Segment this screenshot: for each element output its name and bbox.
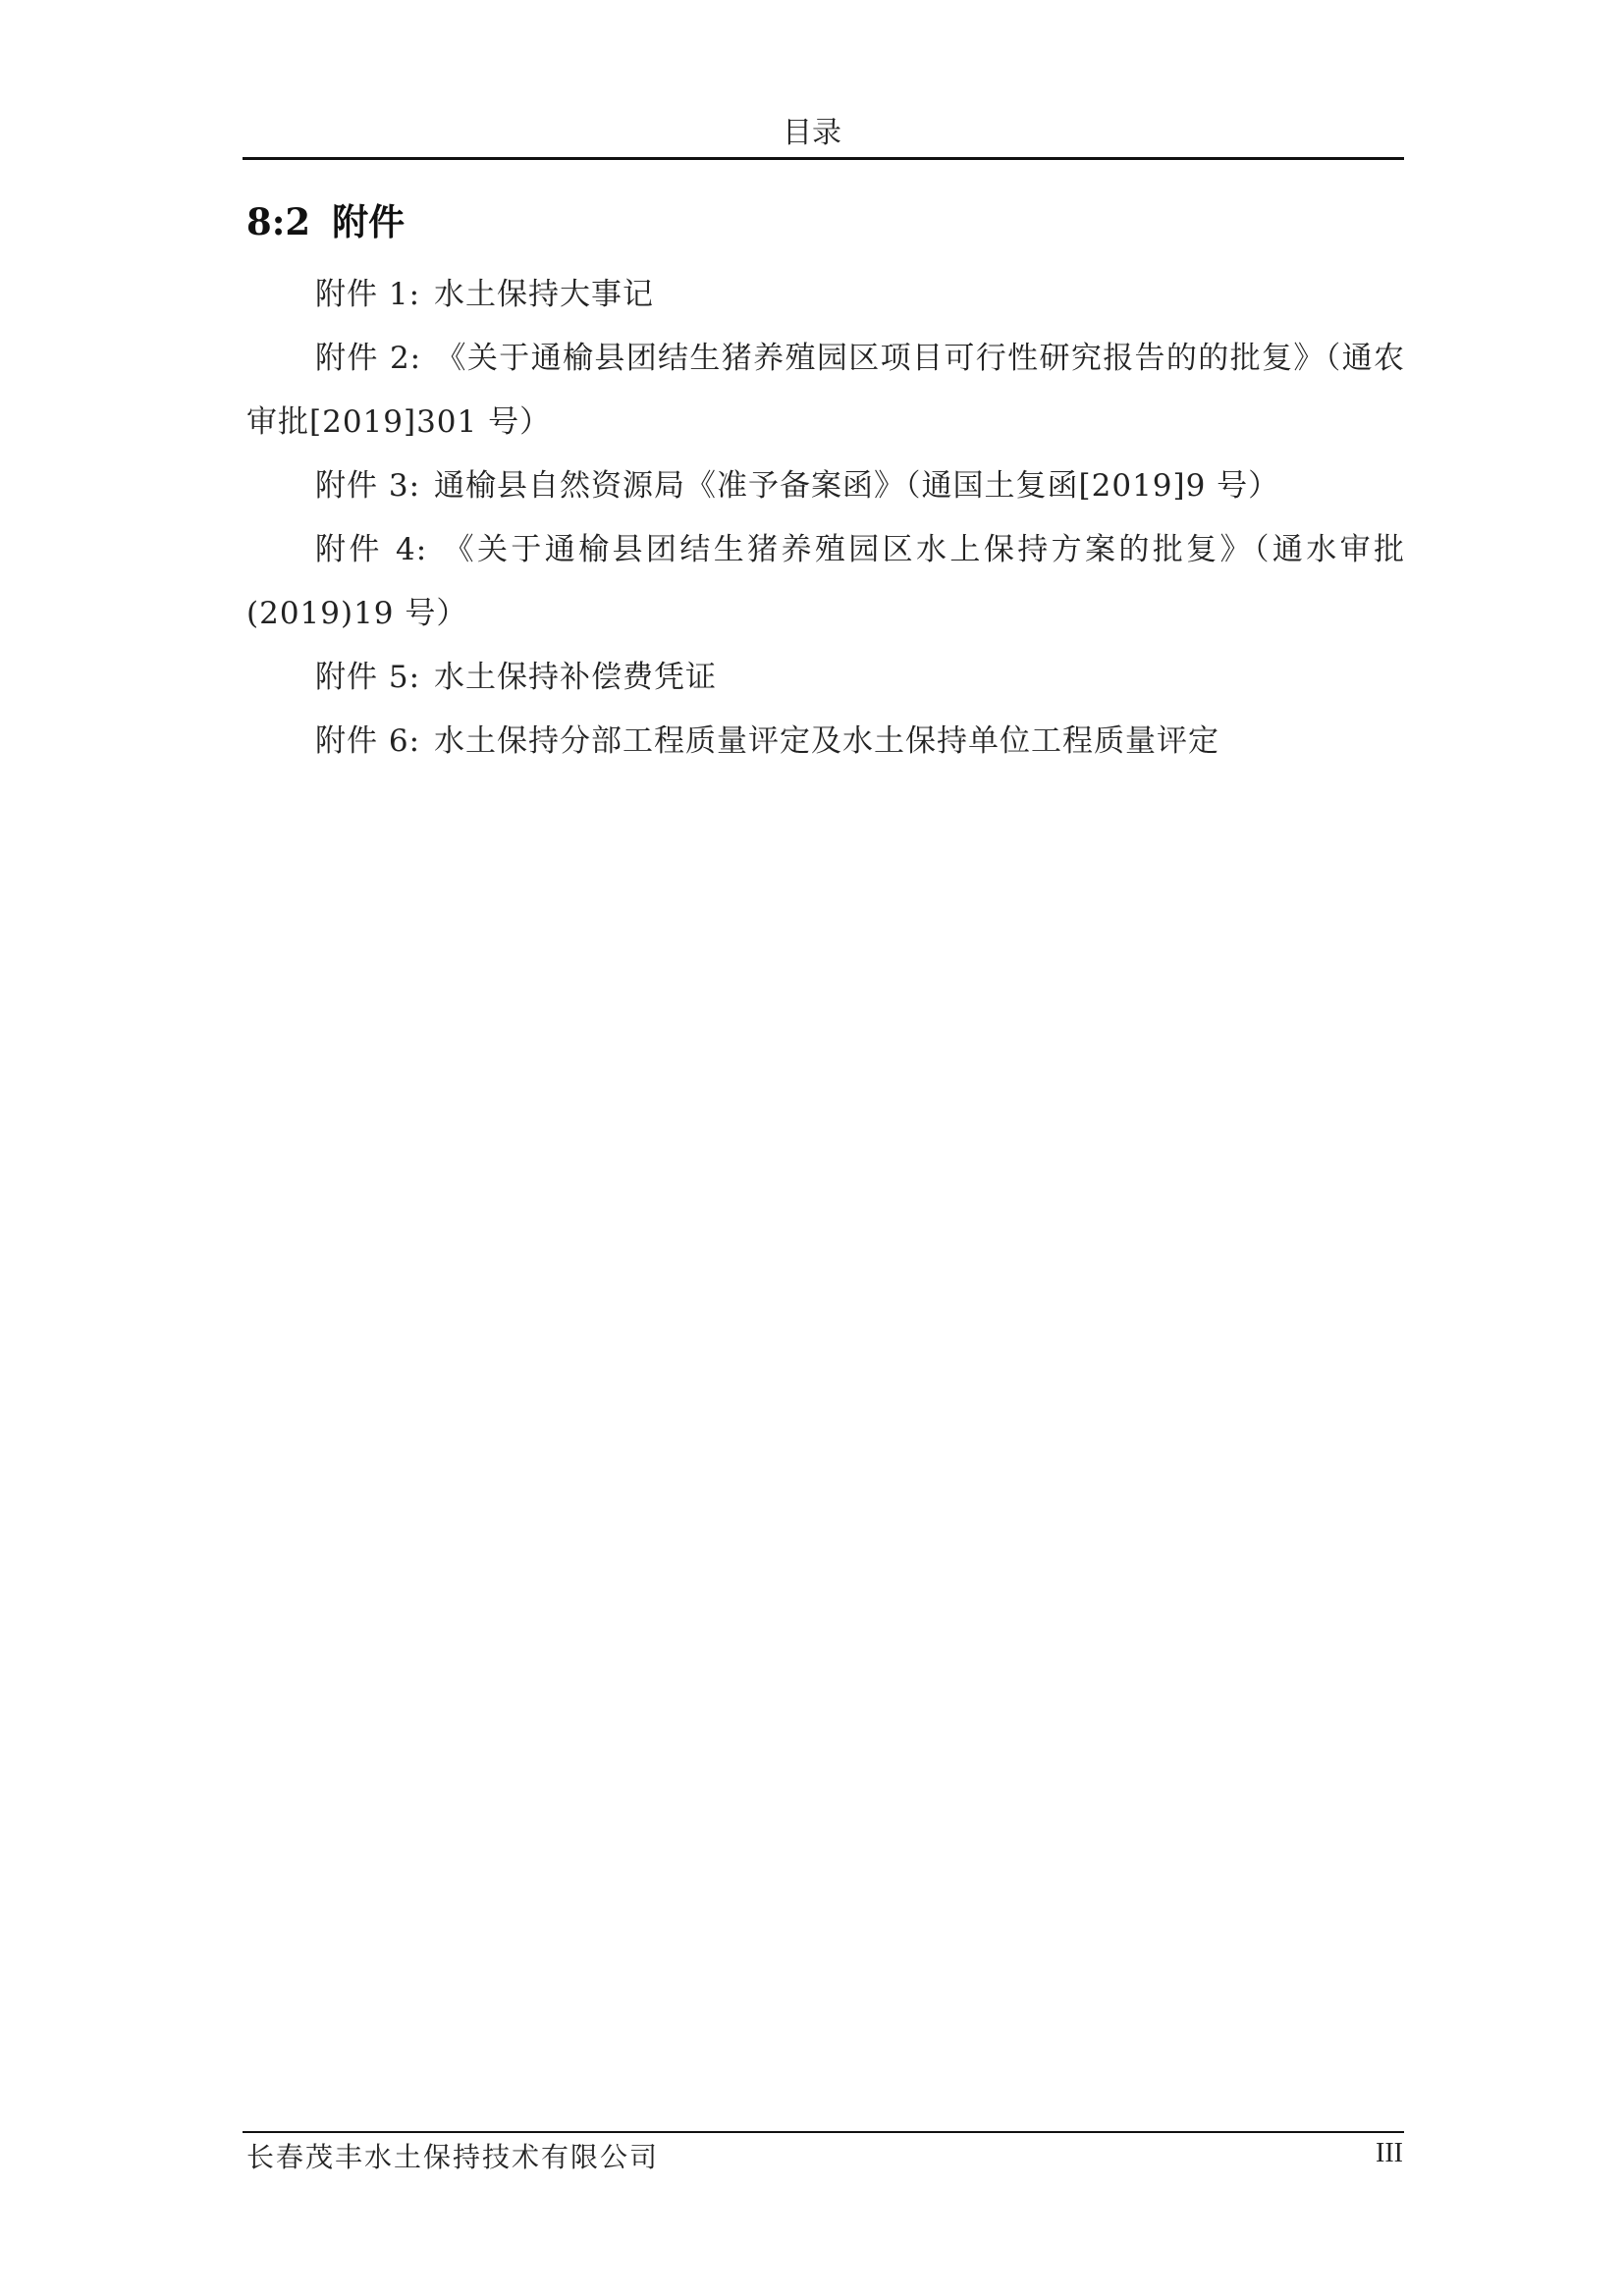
attachment-item-1 [246,263,1405,327]
attachment-text: 水土保持补偿费凭证 [434,660,718,695]
attachment-item-3 [246,454,1405,518]
attachment-list [246,263,1405,774]
attachment-label: 附件 6: [315,723,421,759]
footer-company-name: 长春茂丰水土保持技术有限公司 [246,2141,660,2173]
attachment-text: 水土保持分部工程质量评定及水土保持单位工程质量评定 [434,723,1220,759]
attachment-text: 《关于通榆县团结生猪养殖园区项目可行性研究报告的的批复》（通农审批[2019]301 号） [246,341,1405,440]
attachment-item-5 [246,646,1405,710]
attachment-label: 附件 2: [315,341,422,376]
attachment-label: 附件 4: [315,532,428,567]
attachment-item-2 [246,327,1405,454]
section-number: 8:2 [246,200,311,243]
header-rule [243,157,1404,160]
attachment-label: 附件 1: [315,277,421,312]
page-number: III [1376,2138,1403,2168]
attachment-label: 附件 3: [315,468,421,504]
attachment-text: 水土保持大事记 [434,277,655,312]
running-header-title: 目录 [783,116,841,150]
attachment-text: 通榆县自然资源局《准予备案函》（通国土复函[2019]9 号） [434,468,1280,504]
attachment-item-4 [246,518,1405,646]
attachment-item-6 [246,710,1405,774]
section-title: 附件 [332,200,406,243]
attachment-label: 附件 5: [315,660,421,695]
footer-rule [243,2131,1404,2133]
section-heading [246,196,405,247]
attachment-text: 《关于通榆县团结生猪养殖园区水上保持方案的批复》（通水审批(2019)19 号） [246,532,1405,631]
